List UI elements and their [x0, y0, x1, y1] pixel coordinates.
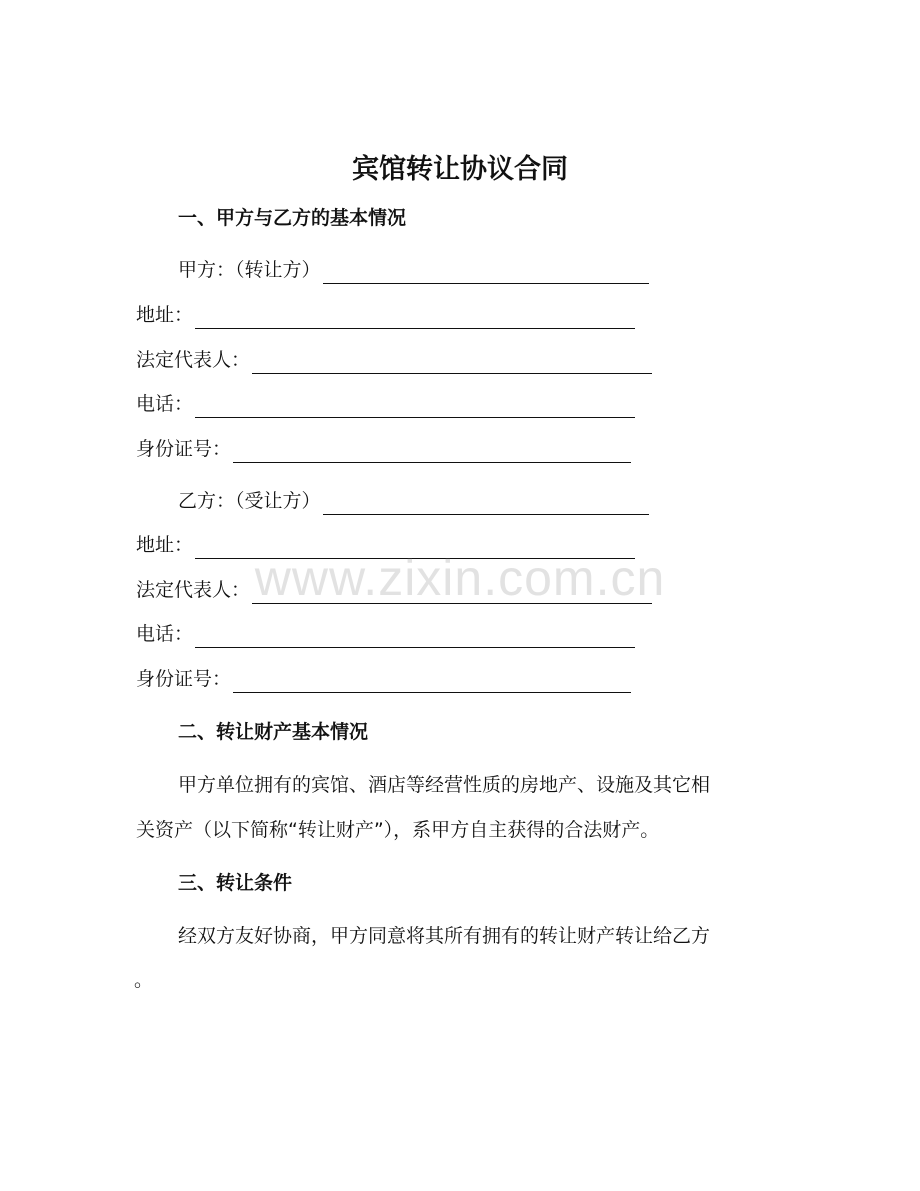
party-b-id-line — [136, 665, 631, 693]
party-b-phone-line — [136, 620, 635, 648]
section-3-heading: 三、转让条件 — [178, 872, 293, 894]
party-b-legal-rep-line — [136, 576, 652, 604]
party-b-label: 乙方：（受让方） — [178, 490, 321, 512]
document-title: 宾馆转让协议合同 — [352, 154, 568, 185]
party-b-legal-rep-label: 法定代表人： — [136, 579, 251, 601]
party-a-line — [178, 256, 649, 284]
section-2-paragraph-line-2: 关资产（以下简称“转让财产”），系甲方自主获得的合法财产。 — [136, 819, 660, 841]
watermark: www.zixin.com.cn — [254, 550, 666, 606]
party-a-phone-label: 电话： — [136, 393, 194, 415]
party-a-address-line — [136, 301, 635, 329]
party-a-address-blank[interactable] — [195, 308, 635, 329]
party-a-label: 甲方：（转让方） — [178, 259, 321, 281]
section-2-heading: 二、转让财产基本情况 — [178, 721, 369, 743]
section-3-paragraph-line-2: 。 — [134, 969, 154, 991]
party-b-address-label: 地址： — [136, 534, 194, 556]
party-a-legal-rep-line — [136, 346, 652, 374]
party-a-address-label: 地址： — [136, 304, 194, 326]
party-b-line — [178, 487, 649, 515]
party-a-legal-rep-blank[interactable] — [252, 353, 652, 374]
section-1-heading: 一、甲方与乙方的基本情况 — [178, 207, 407, 229]
party-b-address-blank[interactable] — [195, 538, 635, 559]
party-b-id-label: 身份证号： — [136, 668, 232, 690]
party-a-blank[interactable] — [323, 263, 649, 284]
party-b-phone-blank[interactable] — [195, 627, 635, 648]
party-a-id-line — [136, 435, 631, 463]
section-3-paragraph-line-1: 经双方友好协商，甲方同意将其所有拥有的转让财产转让给乙方 — [178, 925, 711, 947]
party-a-phone-blank[interactable] — [195, 397, 635, 418]
party-b-id-blank[interactable] — [233, 672, 631, 693]
party-a-legal-rep-label: 法定代表人： — [136, 349, 251, 371]
party-b-blank[interactable] — [323, 494, 649, 515]
party-b-phone-label: 电话： — [136, 623, 194, 645]
section-2-paragraph-line-1: 甲方单位拥有的宾馆、酒店等经营性质的房地产、设施及其它相 — [178, 774, 711, 796]
party-b-legal-rep-blank[interactable] — [252, 583, 652, 604]
party-a-phone-line — [136, 390, 635, 418]
party-a-id-label: 身份证号： — [136, 438, 232, 460]
party-a-id-blank[interactable] — [233, 442, 631, 463]
party-b-address-line — [136, 531, 635, 559]
